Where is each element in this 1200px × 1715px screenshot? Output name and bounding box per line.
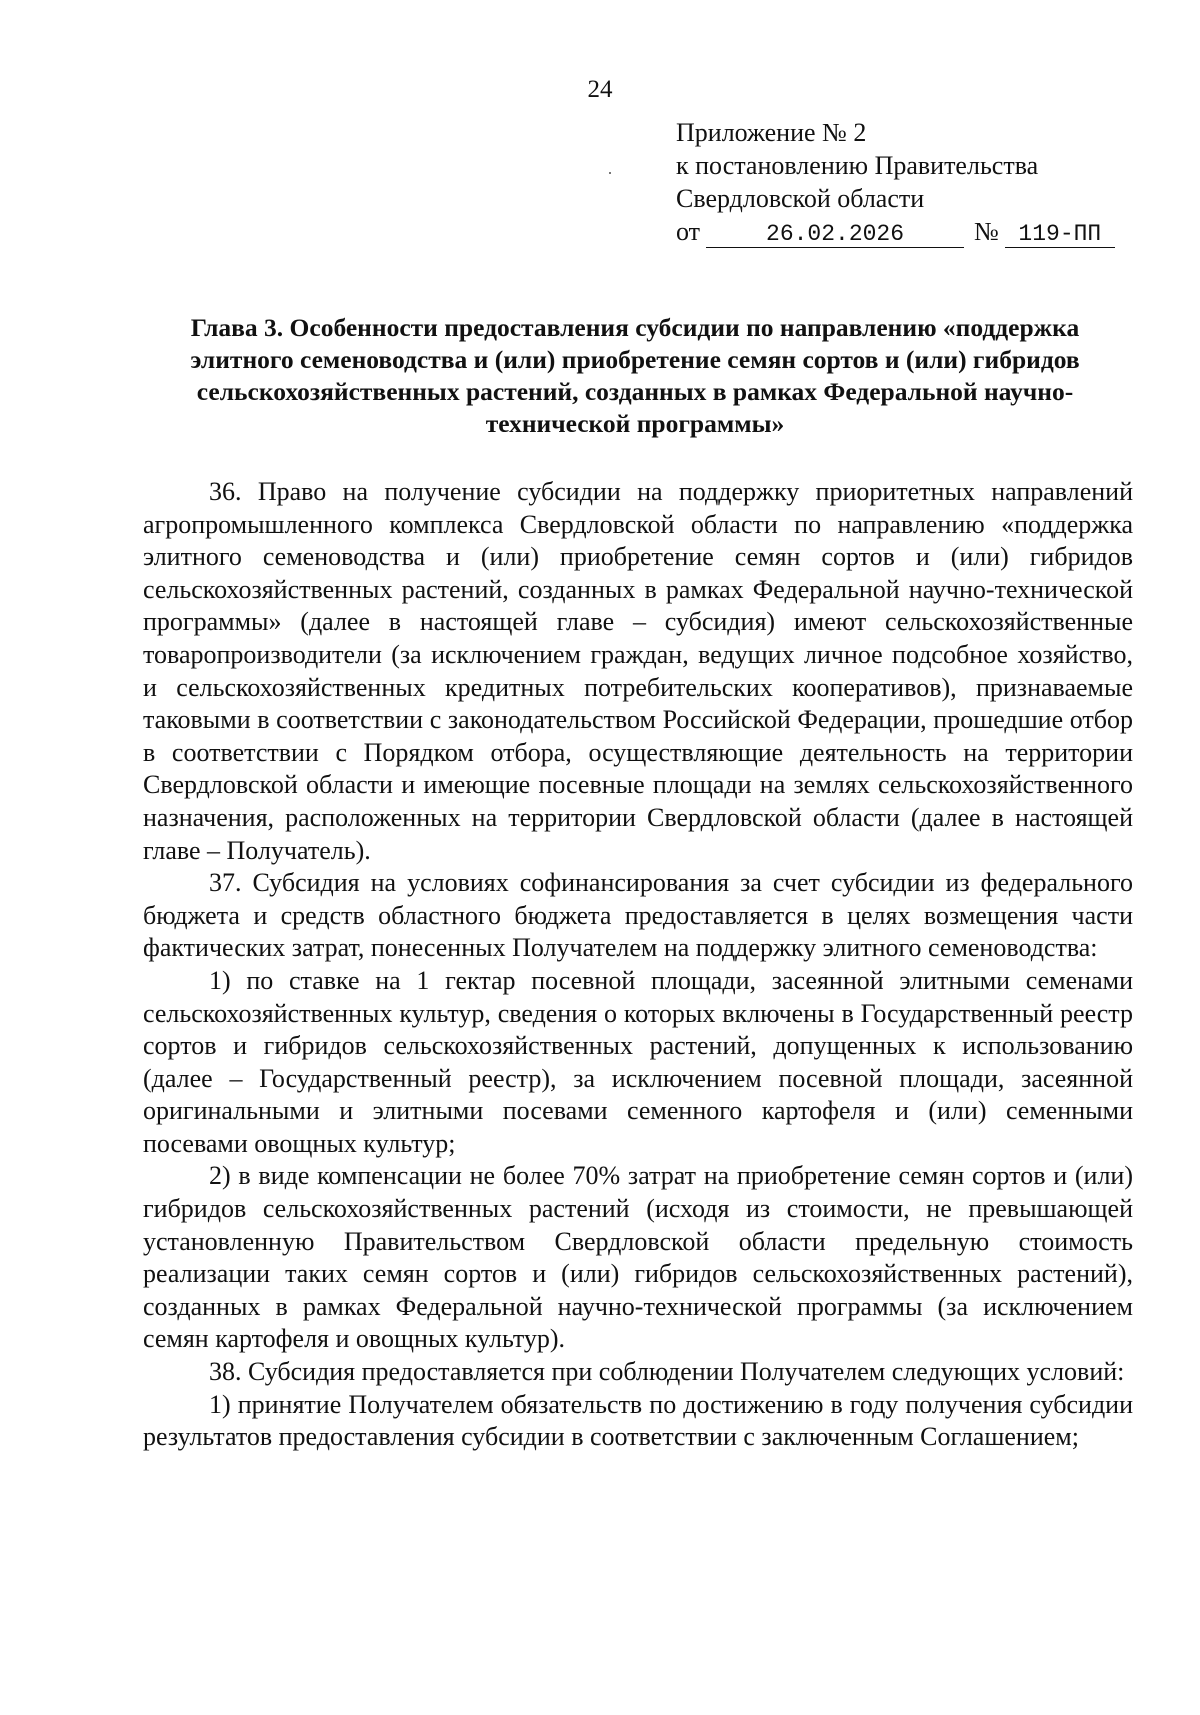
number-sign: № xyxy=(974,217,999,246)
paragraph-36: 36. Право на получение субсидии на поддержку приоритетных направлений агропромышленного комплекса Свердловской области по направлению «поддержка элитного семеноводства и (или) приобретение семян сортов и (или) гибридов сельскохозяйственных растений, созданных в рамках Федеральной научно-технической программы» (далее в настоящей главе – субсидия) имеют сельскохозяйственные товаропроизводители (за исключением граждан, ведущих личное подсобное хозяйство, и сельскохозяйственных кредитных потребительских кооперативов), признаваемые таковыми в соответствии с законодательством Российской Федерации, прошедшие отбор в соответствии с Порядком отбора, осуществляющие деятельность на территории Свердловской области и имеющие посевные площади на землях сельскохозяйственного назначения, расположенных на территории Свердловской области (далее в настоящей главе – Получатель). xyxy=(143,477,1133,865)
chapter-heading: Глава 3. Особенности предоставления субсидии по направлению «поддержка элитного семеноводства и (или) приобретение семян сортов и (или) гибридов сельскохозяйственных растений, созданных в рамках Федеральной научно-технической программы» xyxy=(190,313,1080,438)
document-body xyxy=(143,476,1133,1454)
paragraph-38: 38. Субсидия предоставляется при соблюдении Получателем следующих условий: xyxy=(209,1357,1125,1387)
date-prefix: от xyxy=(676,217,701,246)
appendix-block xyxy=(676,116,1115,248)
decree-date: 26.02.2026 xyxy=(706,221,964,248)
page-number: 24 xyxy=(587,76,613,103)
paragraph-37: 37. Субсидия на условиях софинансирования за счет субсидии из федерального бюджета и средств областного бюджета предоставляется в целях возмещения части фактических затрат, понесенных Получателем на поддержку элитного семеноводства: xyxy=(143,868,1133,963)
appendix-region: Свердловской области xyxy=(676,184,925,213)
paragraph-37-item-1: 1) по ставке на 1 гектар посевной площади, засеянной элитными семенами сельскохозяйственных культур, сведения о которых включены в Государственный реестр сортов и гибридов сельскохозяйственных растений, допущенных к использованию (далее – Государственный реестр), за исключением посевной площади, засеянной оригинальными и элитными посевами семенного картофеля и (или) семенными посевами овощных культур; xyxy=(143,965,1133,1158)
scan-speck xyxy=(609,172,611,174)
decree-number: 119-ПП xyxy=(1005,221,1115,248)
appendix-reference: к постановлению Правительства xyxy=(676,151,1039,180)
paragraph-38-item-1: 1) принятие Получателем обязательств по достижению в году получения субсидии результатов предоставления субсидии в соответствии с заключенным Соглашением; xyxy=(143,1389,1133,1452)
appendix-date-number-line xyxy=(676,215,1115,248)
appendix-title: Приложение № 2 xyxy=(676,118,867,147)
paragraph-37-item-2: 2) в виде компенсации не более 70% затрат на приобретение семян сортов и (или) гибридов сельскохозяйственных растений (исходя из стоимости, не превышающей установленную Правительством Свердловской области предельную стоимость реализации таких семян сортов и (или) гибридов сельскохозяйственных растений), созданных в рамках Федеральной научно-технической программы (за исключением семян картофеля и овощных культур). xyxy=(143,1161,1133,1354)
